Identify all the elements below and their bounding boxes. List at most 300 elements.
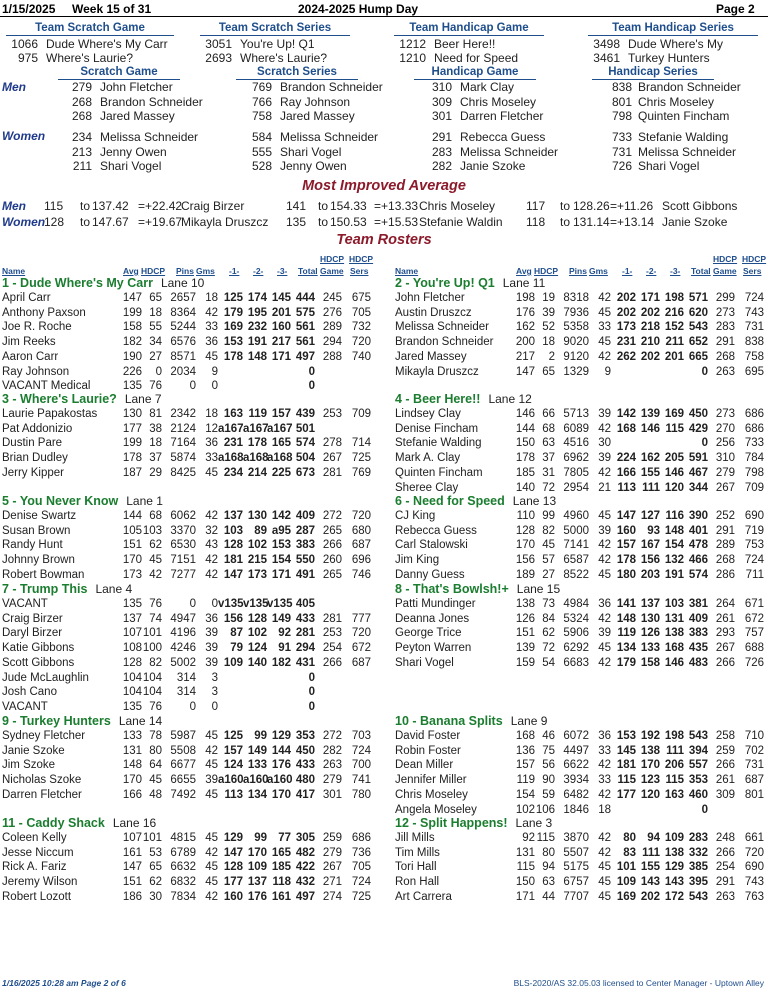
player-cell: 383 [688,627,708,640]
player-cell: 45 [205,788,218,801]
player-cell: 4246 [170,642,196,655]
player-cell: 59 [542,788,555,801]
player-row [393,641,768,656]
player-cell: 109 [664,832,684,844]
column-header-hdcp_sers_top: HDCP [349,254,374,264]
player-cell: 719 [744,524,764,537]
player-cell: 73 [542,598,555,610]
player-cell: 763 [744,890,764,903]
player-row [0,335,380,350]
player-cell: 106 [535,803,555,816]
player-row [393,846,768,861]
player-row [393,831,768,846]
player-cell: Jude McLaughlin [2,671,89,684]
player-cell: 688 [744,642,764,655]
player-cell: 170 [515,539,535,552]
award-name: Brandon Schneider [638,80,741,94]
player-cell: 169 [223,321,243,334]
player-cell: 109 [616,876,636,889]
improved-from: 118 [526,215,546,229]
column-header-g2: -2- [253,266,264,276]
player-cell: 777 [351,612,371,625]
player-cell: 137 [640,598,660,610]
player-cell: 150 [515,876,535,889]
player-cell: 0 [308,686,315,699]
player-cell: 111 [666,744,684,757]
player-cell: 31 [542,466,555,479]
award-score: 291 [431,130,452,144]
player-cell: Denise Swartz [2,510,77,522]
player-cell: 6062 [170,510,196,522]
column-header-hdcp_sers_bot: Sers [743,266,762,276]
player-row [393,451,768,466]
player-cell: 0 [211,700,218,713]
player-cell: 156 [223,612,243,625]
player-cell: 724 [351,876,371,889]
player-cell: 146 [664,656,684,669]
player-cell: 267 [322,452,342,465]
player-cell: 42 [598,466,611,479]
player-cell: 153 [271,539,291,552]
player-cell: 3 [211,686,218,699]
column-header-pins: Pins [569,266,587,276]
player-cell: 108 [122,642,142,655]
player-row [0,407,380,422]
player-cell: 155 [640,466,660,479]
player-cell: 263 [715,890,735,903]
player-cell: 288 [322,350,342,363]
player-cell: 74 [149,612,162,625]
player-cell: 30 [598,437,611,450]
player-cell: 353 [688,774,708,787]
player-cell: 709 [744,481,764,494]
player-cell: 162 [640,452,660,465]
player-cell: 45 [598,642,611,655]
player-cell: 21 [598,481,611,494]
column-header-pins: Pins [176,266,194,276]
player-cell: 140 [515,481,535,494]
player-cell: 801 [744,788,764,801]
player-cell: 741 [351,774,371,787]
player-cell: 289 [322,321,342,334]
player-cell: 174 [247,292,267,304]
player-cell: 83 [623,846,636,859]
player-cell: 144 [271,744,291,757]
award-name: Where's Laurie? [240,51,327,65]
player-cell: 160 [223,890,243,903]
player-cell: 504 [295,452,315,465]
player-cell: 210 [640,336,660,349]
player-cell: 178 [515,452,535,465]
player-cell: 68 [149,510,162,522]
player-cell: 126 [640,627,660,640]
player-cell: 129 [271,730,291,742]
player-cell: 42 [205,510,218,522]
team-header [395,816,552,831]
player-cell: 45 [205,730,218,742]
player-cell: Dean Miller [395,759,454,772]
award-score: 528 [251,159,272,173]
player-cell: 435 [688,642,708,655]
player-cell: 36 [205,437,218,450]
player-cell: 314 [176,671,196,684]
improved-name: Chris Moseley [419,199,496,213]
player-row [393,335,768,350]
award-score: 758 [251,109,272,123]
award-name: Shari Vogel [100,159,162,173]
team-name: 2 - You're Up! Q1 [395,276,495,290]
player-cell: 39 [205,642,218,655]
improved-delta: =+19.67 [138,215,183,229]
player-cell: Rebecca Guess [395,524,477,537]
player-cell: David Foster [395,730,461,742]
player-cell: 279 [322,846,342,859]
player-cell: 195 [247,306,267,319]
player-row [393,568,768,583]
player-cell: 709 [351,408,371,420]
team-lane: Lane 12 [488,392,532,406]
player-cell: 42 [205,744,218,757]
player-cell: 266 [715,759,735,772]
player-cell: 124 [247,642,267,655]
player-cell: 129 [223,832,243,844]
player-cell: 266 [715,846,735,859]
indiv-award-title: Scratch Game [58,66,180,80]
player-cell: John Fletcher [395,292,465,304]
player-cell: 265 [322,524,342,537]
column-header-total: Total [691,266,711,276]
player-cell: 76 [149,380,162,393]
player-cell: 687 [744,774,764,787]
player-cell: 202 [640,350,660,363]
player-cell: 149 [247,744,267,757]
player-cell: 32 [205,524,218,537]
award-score: 268 [71,94,92,109]
player-cell: 652 [688,336,708,349]
player-cell: 76 [149,598,162,610]
player-cell: Jim King [395,554,440,567]
men-label: Men [2,80,26,94]
player-cell: 68 [542,422,555,435]
award-score: 283 [431,144,452,159]
player-cell: 266 [322,539,342,552]
player-cell: 466 [688,554,708,567]
player-cell: VACANT Medical [2,380,91,393]
player-cell: 444 [295,292,315,304]
player-cell: 198 [515,292,535,304]
player-cell: 720 [744,846,764,859]
player-cell: 732 [351,321,371,334]
player-cell: 7492 [170,788,196,801]
team-header [395,392,532,407]
improved-to: 150.53 [330,215,367,229]
player-cell: 148 [616,612,636,625]
player-cell: April Carr [2,292,51,304]
player-cell: 561 [295,336,315,349]
player-row [0,758,380,773]
player-row [0,568,380,583]
player-cell: 82 [149,656,162,669]
player-cell: 37 [149,452,162,465]
player-cell: 157 [515,759,535,772]
award-score: 1210 [399,51,426,65]
player-cell: 6072 [563,730,589,742]
player-cell: 123 [640,774,660,787]
player-cell: 177 [223,876,243,889]
player-cell: 395 [688,876,708,889]
player-cell: 725 [351,890,371,903]
player-cell: 2124 [170,422,196,435]
player-cell: 154 [664,539,684,552]
player-cell: 134 [616,642,636,655]
column-header-avg: Avg [123,266,139,276]
player-cell: 104 [142,686,162,699]
player-cell: 53 [149,846,162,859]
player-row [0,320,380,335]
award-name: Jared Massey [100,109,175,123]
player-row [393,788,768,803]
award-name: Melissa Schneider [100,130,199,144]
column-header-gms: Gms [196,266,215,276]
player-cell: 661 [744,832,764,844]
player-cell: Mark A. Clay [395,452,461,465]
award-name: You're Up! Q1 [240,37,315,51]
player-cell: 429 [688,422,708,435]
player-cell: Sheree Clay [395,481,459,494]
player-cell: 87 [230,627,243,640]
player-cell: 45 [205,876,218,889]
player-cell: a167 [218,422,244,435]
award-name: Need for Speed [434,51,519,65]
award-name: Darren Fletcher [460,109,544,123]
team-header [2,494,163,509]
column-header-g2: -2- [646,266,657,276]
player-row [393,365,768,380]
player-cell: 7834 [170,890,196,903]
player-cell: 180 [616,568,636,581]
player-cell: 133 [640,642,660,655]
player-cell: 172 [664,890,684,903]
player-cell: 672 [351,642,371,655]
player-cell: 281 [322,612,342,625]
player-row [0,350,380,365]
player-cell: 36 [205,336,218,349]
player-cell: 110 [516,510,535,522]
player-cell: 3870 [563,832,589,844]
player-cell: 12 [205,422,218,435]
player-cell: 152 [664,321,684,334]
player-cell: 4960 [563,510,589,522]
player-cell: 99 [254,832,267,844]
team-lane: Lane 9 [510,714,548,728]
player-cell: 142 [616,408,636,420]
player-cell: 2657 [170,292,196,304]
player-cell: 18 [205,292,218,304]
player-cell: 6530 [170,539,196,552]
player-cell: Quinten Fincham [395,466,483,479]
player-cell: 126 [515,612,535,625]
improved-delta: =+15.53 [374,215,419,229]
player-cell: 450 [295,744,315,757]
player-cell: 137 [247,876,267,889]
player-cell: 84 [542,612,555,625]
player-cell: 743 [744,876,764,889]
player-cell: 101 [616,861,636,874]
award-name: Mark Clay [460,80,515,94]
player-cell: a160 [243,774,269,787]
player-cell: 45 [598,568,611,581]
player-cell: 743 [744,306,764,319]
player-row [393,758,768,773]
player-cell: 6292 [563,642,589,655]
player-cell: 491 [295,568,315,581]
player-cell: 291 [715,524,735,537]
team-lane: Lane 7 [124,392,162,406]
player-cell: 166 [616,466,636,479]
player-cell: 113 [224,788,243,801]
player-cell: Scott Gibbons [2,656,75,669]
player-cell: 433 [295,759,315,772]
player-cell: 798 [744,466,764,479]
improved-to-word: to [318,199,329,213]
player-cell: 6576 [170,336,196,349]
player-cell: 702 [744,744,764,757]
player-cell: 109 [223,656,243,669]
player-cell: a168 [267,452,293,465]
player-cell: 131 [664,612,684,625]
player-cell: 281 [322,466,342,479]
player-cell: 105 [122,524,142,537]
improved-name: Craig Birzer [181,199,245,213]
player-row [393,860,768,875]
player-cell: 173 [247,568,267,581]
player-cell: 45 [205,350,218,363]
player-cell: 432 [295,876,315,889]
player-cell: a168 [243,452,269,465]
player-cell: 758 [744,350,764,363]
player-cell: 92 [278,627,291,640]
player-cell: 0 [189,598,196,610]
player-cell: Josh Cano [2,686,57,699]
player-cell: 99 [254,730,267,742]
player-cell: 267 [715,481,735,494]
player-cell: 273 [715,408,735,420]
player-cell: 9120 [563,350,589,363]
player-cell: 111 [642,481,660,494]
player-cell: 278 [322,437,342,450]
player-cell: VACANT [2,700,48,713]
player-cell: 80 [542,846,555,859]
player-row [393,524,768,539]
award-score: 731 [611,144,632,159]
player-cell: 119 [617,627,636,640]
award-name: Dude Where's My Carr [46,37,168,51]
team-header [395,494,556,509]
player-cell: a168 [218,452,244,465]
player-cell: 144 [122,510,142,522]
player-cell: 182 [122,336,142,349]
player-cell: 42 [205,554,218,567]
team-award-title: Team Scratch Game [6,22,174,36]
player-cell: 673 [295,466,315,479]
player-cell: 168 [616,422,636,435]
player-cell: a160 [267,774,293,787]
player-cell: 483 [688,656,708,669]
player-cell: 171 [271,568,291,581]
player-cell: 162 [515,321,535,334]
player-cell: 198 [664,292,684,304]
player-cell: 310 [715,452,735,465]
player-cell: 148 [664,524,684,537]
improved-from: 135 [286,215,307,229]
team-name: 6 - Need for Speed [395,494,505,508]
player-cell: 7141 [563,539,589,552]
header-week: Week 15 of 31 [72,2,152,16]
player-cell: 274 [322,890,342,903]
player-cell: 3 [211,671,218,684]
player-cell: 100 [142,642,162,655]
player-cell: 259 [322,832,342,844]
player-cell: 30 [149,890,162,903]
player-cell: a95 [271,524,291,537]
player-cell: Mikayla Druszcz [395,365,479,378]
player-cell: 4516 [563,437,589,450]
player-row [0,365,380,380]
player-cell: 705 [351,861,371,874]
indiv-award-title: Scratch Series [236,66,358,80]
column-header-g3: -3- [277,266,288,276]
player-cell: 206 [664,759,684,772]
player-cell: 431 [295,656,315,669]
player-cell: 42 [598,832,611,844]
player-cell: 82 [542,524,555,537]
improved-to-word: to [318,215,329,229]
player-cell: Johnny Brown [2,554,75,567]
player-cell: 695 [744,365,764,378]
player-cell: 291 [715,336,735,349]
player-cell: 66 [542,408,555,420]
player-cell: 38 [149,422,162,435]
player-cell: Lindsey Clay [395,408,461,420]
column-header-hdcp_game_top: HDCP [713,254,738,264]
player-cell: 205 [664,452,684,465]
player-row [0,538,380,553]
player-cell: 201 [271,306,291,319]
player-cell: 543 [688,890,708,903]
player-cell: 720 [351,510,371,522]
player-cell: 18 [542,336,555,349]
player-cell: 724 [744,292,764,304]
player-cell: 225 [271,466,291,479]
player-row [393,407,768,422]
player-cell: 18 [149,306,162,319]
player-cell: Rick A. Fariz [2,861,67,874]
player-cell: 254 [715,861,735,874]
team-name: 4 - Beer Here!! [395,392,481,406]
player-cell: 42 [598,554,611,567]
player-row [393,626,768,641]
player-cell: 192 [640,730,660,742]
player-cell: Robin Foster [395,744,461,757]
award-score: 2693 [205,51,232,65]
team-lane: Lane 3 [515,816,553,830]
award-name: Dude Where's My [628,37,723,51]
player-row [0,306,380,321]
player-cell: 202 [640,306,660,319]
player-cell: 147 [223,846,243,859]
player-cell: Robert Bowman [2,568,85,581]
player-row [393,612,768,627]
